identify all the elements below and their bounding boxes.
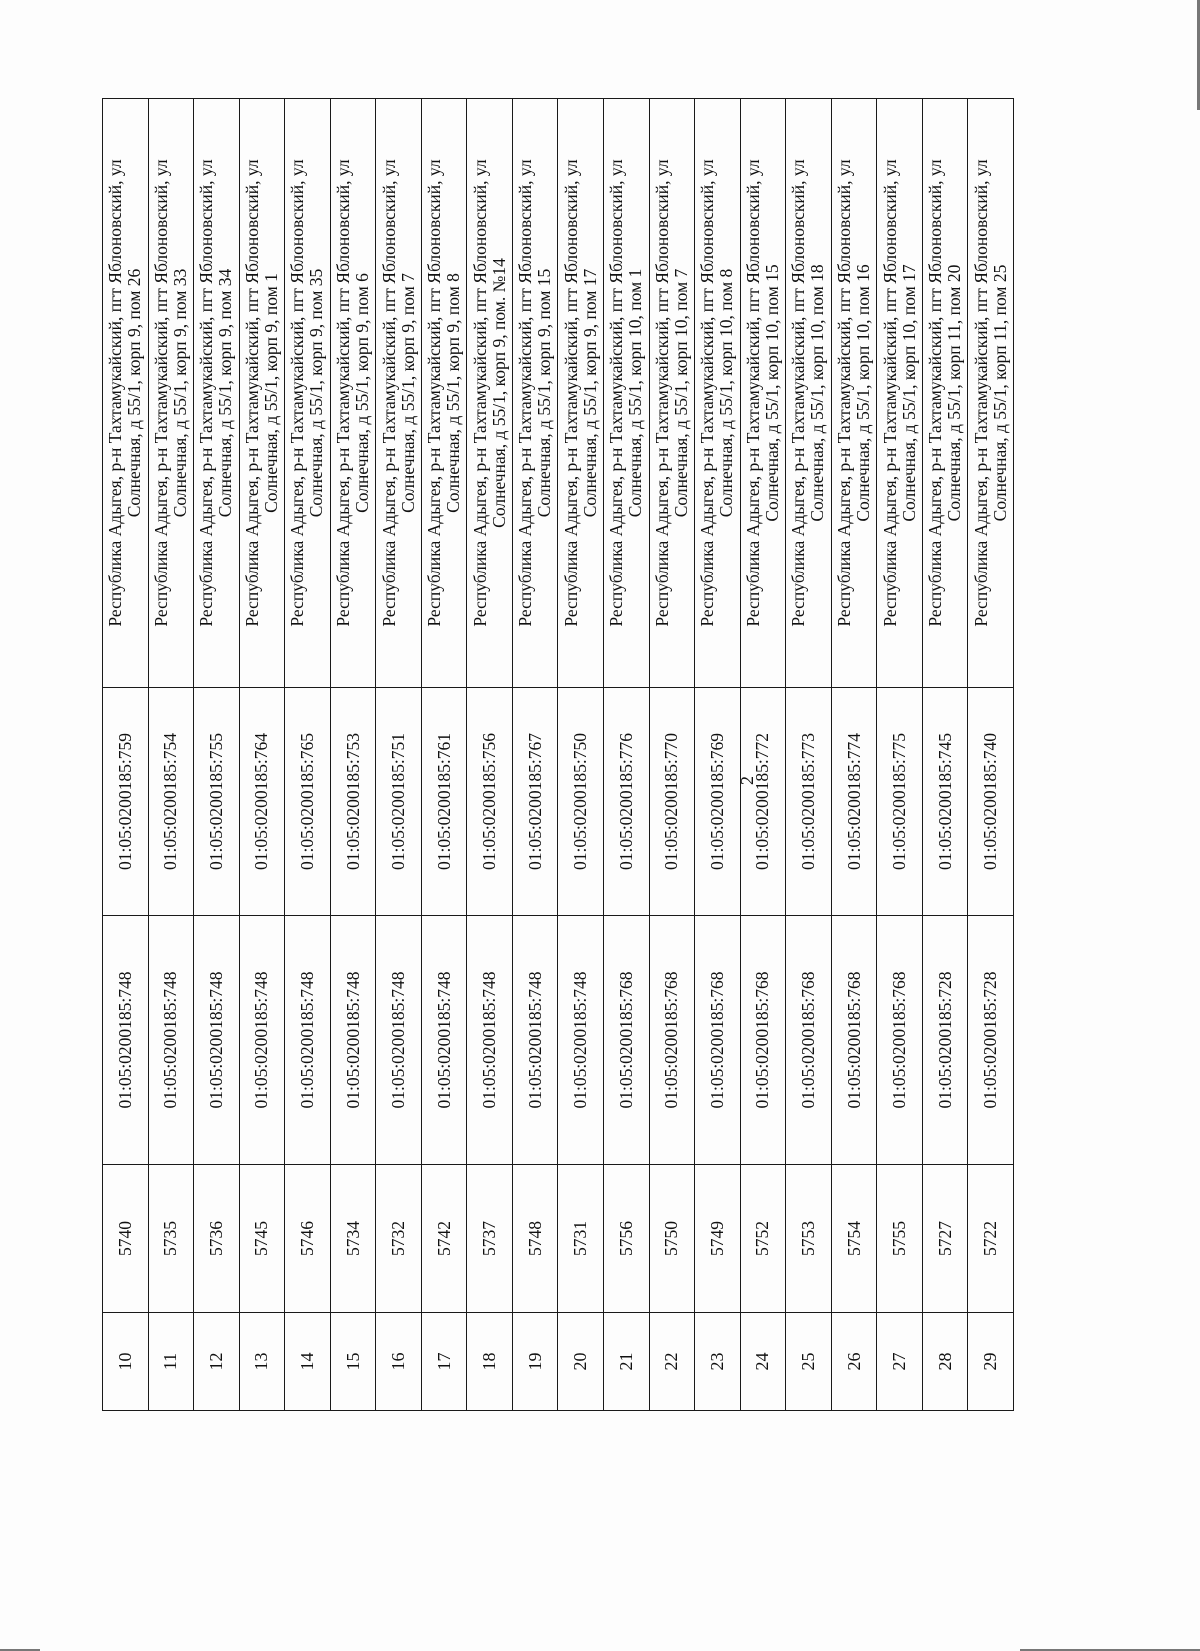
record-id-cell: 5740 bbox=[103, 1165, 149, 1313]
cadastral-number-cell: 01:05:0200185:772 bbox=[740, 688, 786, 916]
cadastral-number-cell: 01:05:0200185:759 bbox=[103, 688, 149, 916]
address-line-1: Республика Адыгея, р-н Тахтамукайский, пгт Яблоновский, ул bbox=[560, 159, 581, 627]
parent-cadastral-cell: 01:05:0200185:728 bbox=[922, 916, 968, 1165]
parent-cadastral-cell: 01:05:0200185:748 bbox=[103, 916, 149, 1165]
record-id-cell: 5745 bbox=[239, 1165, 285, 1313]
table-body bbox=[103, 99, 1014, 1411]
row-number-cell: 13 bbox=[239, 1313, 285, 1411]
page-number: 2 bbox=[737, 776, 757, 785]
address-line-2: Солнечная, д 55/1, корп 9, пом 6 bbox=[352, 273, 372, 513]
address-line-2: Солнечная, д 55/1, корп 9, пом 15 bbox=[534, 268, 555, 518]
address-line-2: Солнечная, д 55/1, корп 9, пом 33 bbox=[169, 268, 190, 518]
record-id-cell: 5732 bbox=[376, 1165, 422, 1313]
parent-cadastral-cell: 01:05:0200185:748 bbox=[194, 916, 240, 1165]
table-row bbox=[512, 99, 558, 1411]
cadastral-number-cell: 01:05:0200185:770 bbox=[649, 688, 695, 916]
cadastral-number-cell: 01:05:0200185:773 bbox=[786, 688, 832, 916]
address-line-2: Солнечная, д 55/1, корп 9, пом 8 bbox=[443, 273, 464, 513]
row-number-cell: 23 bbox=[695, 1313, 741, 1411]
record-id-cell: 5736 bbox=[194, 1165, 240, 1313]
parent-cadastral-cell: 01:05:0200185:748 bbox=[148, 916, 194, 1165]
address-line-1: Республика Адыгея, р-н Тахтамукайский, пгт Яблоновский, ул bbox=[742, 159, 763, 627]
record-id-cell: 5735 bbox=[148, 1165, 194, 1313]
row-number-cell: 18 bbox=[467, 1313, 513, 1411]
parent-cadastral-cell: 01:05:0200185:768 bbox=[649, 916, 695, 1165]
rotated-table-wrapper bbox=[102, 98, 1014, 1411]
cadastral-number-cell: 01:05:0200185:755 bbox=[194, 688, 240, 916]
parent-cadastral-cell: 01:05:0200185:768 bbox=[786, 916, 832, 1165]
record-id-cell: 5748 bbox=[512, 1165, 558, 1313]
address-line-2: Солнечная, д 55/1, корп 10, пом 18 bbox=[807, 264, 828, 522]
table-row bbox=[194, 99, 240, 1411]
record-id-cell: 5737 bbox=[467, 1165, 513, 1313]
address-line-2: Солнечная, д 55/1, корп 10, пом 8 bbox=[716, 268, 737, 518]
table-row bbox=[330, 99, 376, 1411]
table-row bbox=[285, 99, 331, 1411]
address-line-1: Республика Адыгея, р-н Тахтамукайский, пгт Яблоновский, ул bbox=[879, 159, 900, 627]
address-line-2: Солнечная, д 55/1, корп 9, пом 35 bbox=[306, 268, 327, 518]
parent-cadastral-cell: 01:05:0200185:748 bbox=[376, 916, 422, 1165]
table-row bbox=[740, 99, 786, 1411]
property-table bbox=[102, 98, 1014, 1411]
cadastral-number-cell: 01:05:0200185:756 bbox=[467, 688, 513, 916]
row-number-cell: 26 bbox=[831, 1313, 877, 1411]
record-id-cell: 5734 bbox=[330, 1165, 376, 1313]
row-number-cell: 29 bbox=[968, 1313, 1014, 1411]
address-cell bbox=[558, 99, 604, 688]
table-row bbox=[558, 99, 604, 1411]
parent-cadastral-cell: 01:05:0200185:728 bbox=[968, 916, 1014, 1165]
address-line-2: Солнечная, д 55/1, корп 10, пом 17 bbox=[898, 264, 919, 522]
address-line-1: Республика Адыгея, р-н Тахтамукайский, пгт Яблоновский, ул bbox=[651, 159, 672, 627]
address-line-2: Солнечная, д 55/1, корп 9, пом 7 bbox=[397, 273, 418, 513]
address-line-1: Республика Адыгея, р-н Тахтамукайский, пгт Яблоновский, ул bbox=[287, 159, 308, 627]
address-cell bbox=[330, 99, 376, 688]
address-cell bbox=[831, 99, 877, 688]
cadastral-number-cell: 01:05:0200185:753 bbox=[330, 688, 376, 916]
address-cell bbox=[467, 99, 513, 688]
address-line-1: Республика Адыгея, р-н Тахтамукайский, пгт Яблоновский, ул bbox=[469, 159, 490, 627]
cadastral-number-cell: 01:05:0200185:765 bbox=[285, 688, 331, 916]
address-line-1: Республика Адыгея, р-н Тахтамукайский, пгт Яблоновский, ул bbox=[333, 159, 353, 627]
cadastral-number-cell: 01:05:0200185:754 bbox=[148, 688, 194, 916]
address-line-2: Солнечная, д 55/1, корп 9, пом. №14 bbox=[488, 258, 509, 528]
parent-cadastral-cell: 01:05:0200185:748 bbox=[239, 916, 285, 1165]
address-line-2: Солнечная, д 55/1, корп 9, пом 34 bbox=[215, 268, 236, 518]
record-id-cell: 5756 bbox=[604, 1165, 650, 1313]
record-id-cell: 5749 bbox=[695, 1165, 741, 1313]
table-row bbox=[831, 99, 877, 1411]
address-line-1: Республика Адыгея, р-н Тахтамукайский, пгт Яблоновский, ул bbox=[105, 159, 126, 627]
row-number-cell: 27 bbox=[877, 1313, 923, 1411]
record-id-cell: 5750 bbox=[649, 1165, 695, 1313]
record-id-cell: 5754 bbox=[831, 1165, 877, 1313]
cadastral-number-cell: 01:05:0200185:751 bbox=[376, 688, 422, 916]
parent-cadastral-cell: 01:05:0200185:768 bbox=[877, 916, 923, 1165]
cadastral-number-cell: 01:05:0200185:774 bbox=[831, 688, 877, 916]
table-row bbox=[877, 99, 923, 1411]
cadastral-number-cell: 01:05:0200185:750 bbox=[558, 688, 604, 916]
address-line-2: Солнечная, д 55/1, корп 11, пом 25 bbox=[989, 264, 1010, 522]
row-number-cell: 20 bbox=[558, 1313, 604, 1411]
table-row bbox=[695, 99, 741, 1411]
cadastral-number-cell: 01:05:0200185:745 bbox=[922, 688, 968, 916]
address-line-2: Солнечная, д 55/1, корп 10, пом 15 bbox=[761, 264, 782, 522]
record-id-cell: 5727 bbox=[922, 1165, 968, 1313]
table-row bbox=[376, 99, 422, 1411]
record-id-cell: 5742 bbox=[421, 1165, 467, 1313]
address-cell bbox=[740, 99, 786, 688]
row-number-cell: 19 bbox=[512, 1313, 558, 1411]
table-row bbox=[103, 99, 149, 1411]
address-line-2: Солнечная, д 55/1, корп 10, пом 1 bbox=[625, 268, 646, 518]
table-row bbox=[604, 99, 650, 1411]
address-cell bbox=[649, 99, 695, 688]
address-cell bbox=[194, 99, 240, 688]
cadastral-number-cell: 01:05:0200185:761 bbox=[421, 688, 467, 916]
address-cell bbox=[512, 99, 558, 688]
cadastral-number-cell: 01:05:0200185:767 bbox=[512, 688, 558, 916]
table-row bbox=[922, 99, 968, 1411]
record-id-cell: 5722 bbox=[968, 1165, 1014, 1313]
address-line-1: Республика Адыгея, р-н Тахтамукайский, пгт Яблоновский, ул bbox=[515, 159, 536, 627]
parent-cadastral-cell: 01:05:0200185:748 bbox=[330, 916, 376, 1165]
table-row bbox=[239, 99, 285, 1411]
parent-cadastral-cell: 01:05:0200185:768 bbox=[831, 916, 877, 1165]
row-number-cell: 17 bbox=[421, 1313, 467, 1411]
address-cell bbox=[376, 99, 422, 688]
cadastral-number-cell: 01:05:0200185:740 bbox=[968, 688, 1014, 916]
parent-cadastral-cell: 01:05:0200185:748 bbox=[421, 916, 467, 1165]
table-row bbox=[649, 99, 695, 1411]
row-number-cell: 12 bbox=[194, 1313, 240, 1411]
parent-cadastral-cell: 01:05:0200185:768 bbox=[695, 916, 741, 1165]
address-cell bbox=[877, 99, 923, 688]
row-number-cell: 28 bbox=[922, 1313, 968, 1411]
address-cell bbox=[148, 99, 194, 688]
table-row bbox=[968, 99, 1014, 1411]
address-cell bbox=[604, 99, 650, 688]
parent-cadastral-cell: 01:05:0200185:748 bbox=[467, 916, 513, 1165]
address-line-1: Республика Адыгея, р-н Тахтамукайский, пгт Яблоновский, ул bbox=[196, 159, 217, 627]
address-line-1: Республика Адыгея, р-н Тахтамукайский, пгт Яблоновский, ул bbox=[424, 159, 445, 627]
address-cell bbox=[239, 99, 285, 688]
record-id-cell: 5752 bbox=[740, 1165, 786, 1313]
record-id-cell: 5753 bbox=[786, 1165, 832, 1313]
address-line-1: Республика Адыгея, р-н Тахтамукайский, пгт Яблоновский, ул bbox=[241, 159, 262, 627]
address-line-1: Республика Адыгея, р-н Тахтамукайский, пгт Яблоновский, ул bbox=[834, 159, 855, 627]
address-line-2: Солнечная, д 55/1, корп 9, пом 1 bbox=[260, 273, 281, 513]
row-number-cell: 16 bbox=[376, 1313, 422, 1411]
record-id-cell: 5746 bbox=[285, 1165, 331, 1313]
address-line-1: Республика Адыгея, р-н Тахтамукайский, пгт Яблоновский, ул bbox=[606, 159, 627, 627]
address-cell bbox=[695, 99, 741, 688]
cadastral-number-cell: 01:05:0200185:764 bbox=[239, 688, 285, 916]
row-number-cell: 14 bbox=[285, 1313, 331, 1411]
row-number-cell: 10 bbox=[103, 1313, 149, 1411]
table-row bbox=[786, 99, 832, 1411]
row-number-cell: 21 bbox=[604, 1313, 650, 1411]
table-row bbox=[148, 99, 194, 1411]
address-cell bbox=[285, 99, 331, 688]
address-line-2: Солнечная, д 55/1, корп 10, пом 16 bbox=[853, 264, 874, 522]
cadastral-number-cell: 01:05:0200185:769 bbox=[695, 688, 741, 916]
address-line-2: Солнечная, д 55/1, корп 10, пом 7 bbox=[670, 268, 691, 518]
row-number-cell: 22 bbox=[649, 1313, 695, 1411]
address-line-1: Республика Адыгея, р-н Тахтамукайский, пгт Яблоновский, ул bbox=[788, 159, 809, 627]
parent-cadastral-cell: 01:05:0200185:748 bbox=[285, 916, 331, 1165]
address-line-1: Республика Адыгея, р-н Тахтамукайский, пгт Яблоновский, ул bbox=[150, 159, 171, 627]
address-cell bbox=[103, 99, 149, 688]
address-line-2: Солнечная, д 55/1, корп 9, пом 17 bbox=[579, 268, 600, 518]
row-number-cell: 24 bbox=[740, 1313, 786, 1411]
address-cell bbox=[421, 99, 467, 688]
cadastral-number-cell: 01:05:0200185:775 bbox=[877, 688, 923, 916]
address-cell bbox=[786, 99, 832, 688]
address-line-2: Солнечная, д 55/1, корп 11, пом 20 bbox=[944, 264, 965, 522]
cadastral-number-cell: 01:05:0200185:776 bbox=[604, 688, 650, 916]
address-cell bbox=[968, 99, 1014, 688]
address-line-1: Республика Адыгея, р-н Тахтамукайский, пгт Яблоновский, ул bbox=[697, 159, 718, 627]
address-line-1: Республика Адыгея, р-н Тахтамукайский, пгт Яблоновский, ул bbox=[925, 159, 946, 627]
record-id-cell: 5731 bbox=[558, 1165, 604, 1313]
table-row bbox=[467, 99, 513, 1411]
record-id-cell: 5755 bbox=[877, 1165, 923, 1313]
address-cell bbox=[922, 99, 968, 688]
row-number-cell: 15 bbox=[330, 1313, 376, 1411]
row-number-cell: 11 bbox=[148, 1313, 194, 1411]
address-line-2: Солнечная, д 55/1, корп 9, пом 26 bbox=[124, 268, 145, 518]
row-number-cell: 25 bbox=[786, 1313, 832, 1411]
parent-cadastral-cell: 01:05:0200185:768 bbox=[604, 916, 650, 1165]
table-row bbox=[421, 99, 467, 1411]
address-line-1: Республика Адыгея, р-н Тахтамукайский, пгт Яблоновский, ул bbox=[970, 159, 991, 627]
parent-cadastral-cell: 01:05:0200185:768 bbox=[740, 916, 786, 1165]
address-line-1: Республика Адыгея, р-н Тахтамукайский, пгт Яблоновский, ул bbox=[378, 159, 399, 627]
parent-cadastral-cell: 01:05:0200185:748 bbox=[558, 916, 604, 1165]
parent-cadastral-cell: 01:05:0200185:748 bbox=[512, 916, 558, 1165]
